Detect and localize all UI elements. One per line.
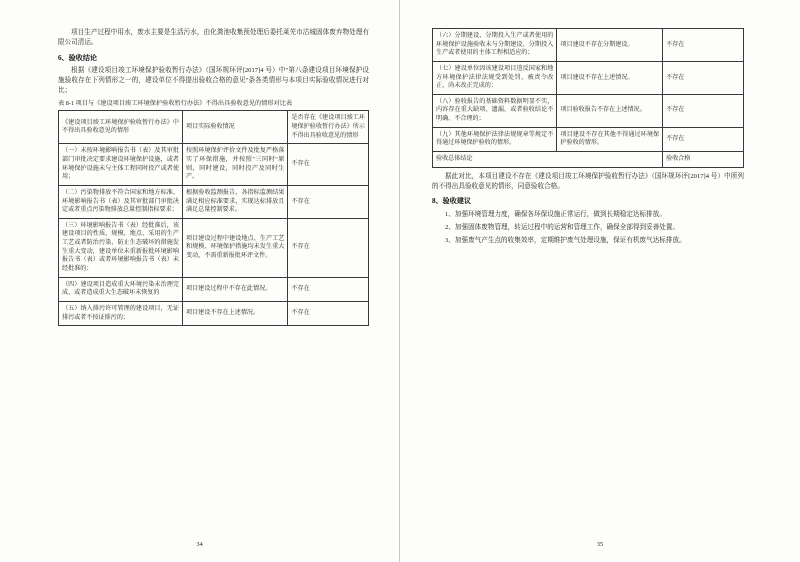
row-6-actual: 项目建设不存在分期建设。 <box>557 29 663 62</box>
table-row <box>59 218 369 277</box>
row-5-result: 不存在 <box>288 301 369 325</box>
row-3-actual: 项目建设过程中建设地点、生产工艺和规模、环境保护措施均未发生重大变动，不需重新报批环评文件。 <box>183 218 288 277</box>
row-9-situation: （九）其他环境保护法律法规规章等规定不得通过环境保护验收的情形。 <box>433 127 557 151</box>
row-1-result: 不存在 <box>288 144 369 186</box>
table-row <box>433 61 744 94</box>
row-2-actual: 根据验收监测报告，各指标监测结果满足相应标准要求，实现达标排放且满足总量控制要求。 <box>183 185 288 218</box>
table-row <box>59 277 369 301</box>
row-9-actual: 项目建设不存在其他不得通过环境保护验收的情形。 <box>557 127 663 151</box>
table-row <box>59 301 369 325</box>
table-row <box>433 127 744 151</box>
row-2-result: 不存在 <box>288 185 369 218</box>
verification-table-right <box>432 28 744 168</box>
table-header-cell-3: 是否存在《建设项目竣工环境保护验收暂行办法》所示不得出具验收意见的情形 <box>288 111 369 144</box>
table-footer-row <box>433 152 744 168</box>
section-heading-6: 6、验收结论 <box>58 53 98 62</box>
row-6-result: 不存在 <box>663 29 744 62</box>
row-2-situation: （二）污染物排放不符合国家和地方标准、环境影响报告书（表）及其审批部门审批决定或者重点污染物排放总量控制指标要求； <box>59 185 183 218</box>
row-3-result: 不存在 <box>288 218 369 277</box>
row-4-result: 不存在 <box>288 277 369 301</box>
table-header-cell-2: 项目实际验收情况 <box>183 111 288 144</box>
page-left-content <box>58 28 369 528</box>
table-row <box>59 144 369 186</box>
suggestion-item-1: 1、加强环境管理力度，确保各环保设施正常运行，做到长期稳定达标排放。 <box>445 210 666 218</box>
table-caption: 表 8-1 项目与《建设项目竣工环境保护验收暂行办法》不得出具验收意见的情形对比表 <box>58 99 293 107</box>
row-1-situation: （一）未按环境影响报告书（表）及其审批部门审批决定要求建设环境保护设施，或者环境保护设施未与主体工程同时投产或者使用； <box>59 144 183 186</box>
row-6-situation: （六）分期建设、分期投入生产或者使用的环境保护设施验收未与分期建设、分期投入生产或者使用的主体工程相适应的； <box>433 29 557 62</box>
table-row <box>59 185 369 218</box>
row-7-result: 不存在 <box>663 61 744 94</box>
suggestion-item-3: 3、加强废气产生点的收集效率，定期维护废气处理设施，保证有机废气达标排放。 <box>445 236 686 244</box>
table-row <box>433 94 744 127</box>
table-row <box>433 29 744 62</box>
row-8-actual: 项目验收报告不存在上述情况。 <box>557 94 663 127</box>
verification-table-left <box>58 110 369 326</box>
row-8-result: 不存在 <box>663 94 744 127</box>
row-5-situation: （五）纳入排污许可管理的建设项目，无证排污或者不按证排污的； <box>59 301 183 325</box>
row-4-actual: 项目建设过程中不存在此情况。 <box>183 277 288 301</box>
section6-paragraph-1: 根据《建设项目竣工环境保护验收暂行办法》（国环规环评[2017]4 号）中"第八条建设项目环境保护设施验收存在下列情形之一的，建设单位不得提出验收合格的意见"条各类情形与本项目实际验收情况进行对比； <box>58 67 369 94</box>
row-4-situation: （四）建设项目造成重大环境污染未治理完成，或者造成重大生态破坏未恢复的 <box>59 277 183 301</box>
intro-paragraph: 项目生产过程中用水，废水主要是生活污水，由化粪池收集预处理后委托莱芜市沽城固体废弃物处理有限公司清运。 <box>58 29 369 46</box>
row-7-actual: 项目建设不存在上述情况。 <box>557 61 663 94</box>
page-right-content <box>432 28 744 528</box>
row-7-situation: （七）建设单位因该建设项目违反国家和地方环境保护法律法规受到处罚，被责令改正，尚未改正完成的； <box>433 61 557 94</box>
table-header-cell-1: 《建设项目竣工环境保护验收暂行办法》中不得出具验收意见的情形 <box>59 111 183 144</box>
conclusion-paragraph: 据此对比，本项目建设不存在《建设项目竣工环境保护验收暂行办法》（国环规环评[2017]4 号）中所列的不得出具验收意见的情形，同意验收合格。 <box>432 172 744 190</box>
suggestion-item-2: 2、加强固体废物管理，转运过程中的运营和管理工作，确保全部得到妥善处置。 <box>445 223 680 231</box>
overall-conclusion-label: 验收总体结论 <box>433 152 663 168</box>
row-8-situation: （八）验收报告的基础资料数据明显不实，内容存在重大缺项、遗漏，或者验收结论不明确、不合理的； <box>433 94 557 127</box>
overall-conclusion-value: 验收合格 <box>663 152 744 168</box>
section-heading-8: 8、验收建议 <box>432 197 472 206</box>
page-number-left: 34 <box>196 541 203 548</box>
row-1-actual: 按照环境保护评价文件及批复严格落实了环保措施，并按照"三同时"原则，同时建设，同时投产及同时生产。 <box>183 144 288 186</box>
page-right <box>400 0 800 562</box>
row-5-actual: 项目建设不存在上述情况。 <box>183 301 288 325</box>
page-number-right: 35 <box>596 541 604 548</box>
row-3-situation: （三）环境影响报告书（表）经批准后，该建设项目的性质、规模、地点、采用的生产工艺或者防治污染、防止生态破坏的措施发生重大变动，建设单位未重新报批环境影响报告书（表）或者环境影响报告书（表）未经批准的； <box>59 218 183 277</box>
table-header-row <box>59 111 369 144</box>
row-9-result: 不存在 <box>663 127 744 151</box>
